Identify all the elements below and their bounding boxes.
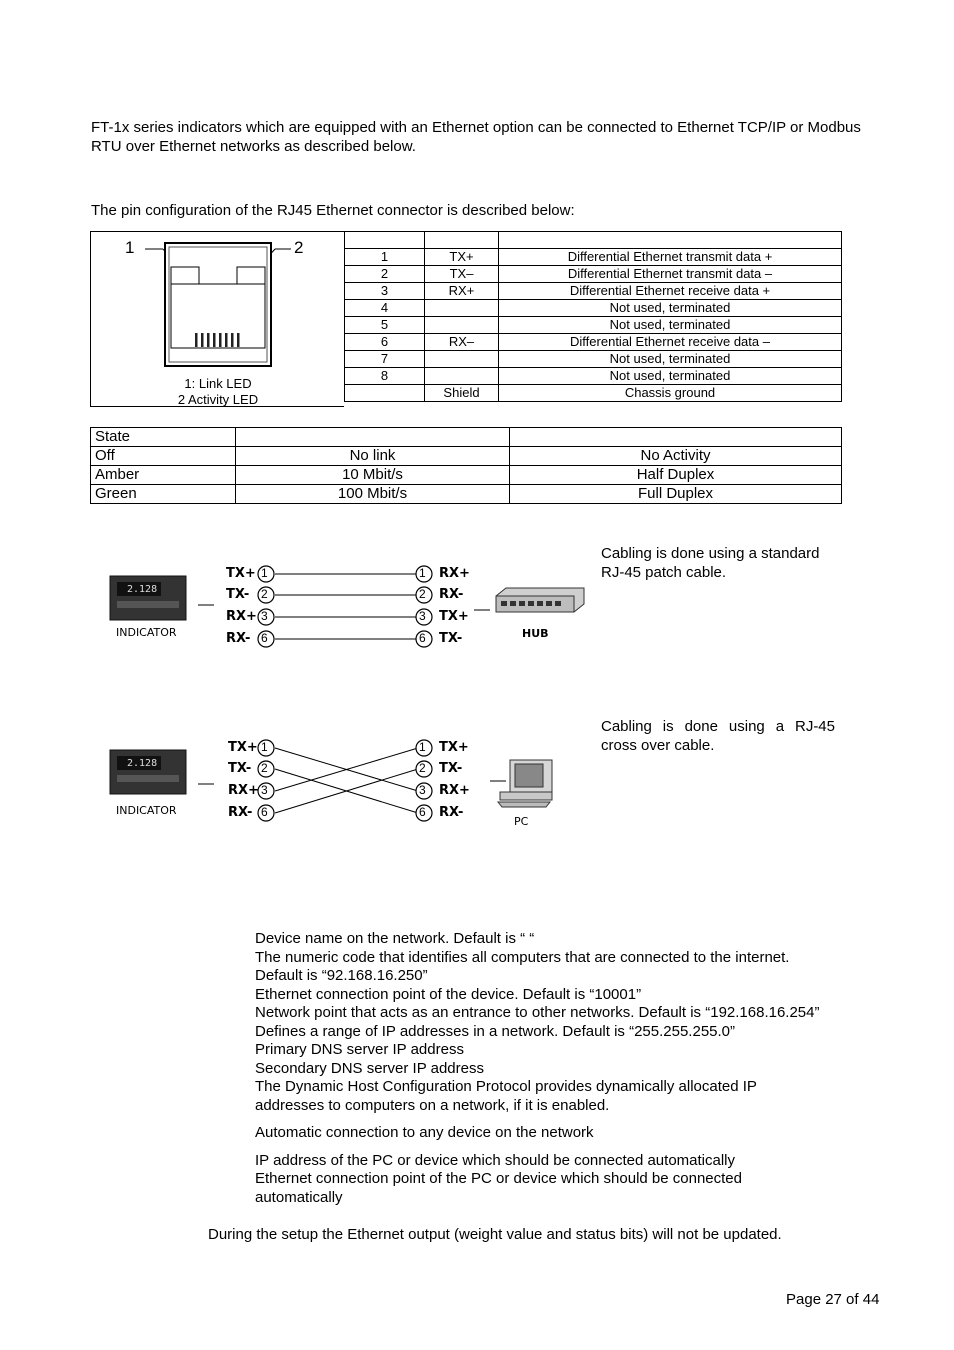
text-pins-6-desc: Not used, terminated [499, 351, 842, 368]
indicator-display-value: 2.128 [127, 584, 158, 595]
table-row [345, 300, 842, 317]
text-pins-3-pin: 4 [345, 300, 425, 317]
text-states-rows-0-state: Off [91, 447, 236, 466]
text-pins-7-desc: Not used, terminated [499, 368, 842, 385]
table-row [91, 466, 842, 485]
text-pins-0-signal: TX+ [425, 249, 499, 266]
text-hub_diagram-left-0-sig: TX+ [226, 566, 256, 581]
text-pc_diagram-left-2-sig: RX+ [228, 783, 259, 798]
pin-table-header [345, 232, 842, 249]
pc-wiring-diagram [100, 729, 590, 829]
text-hub_diagram-right-0-n: 1 [419, 566, 426, 580]
table-row [91, 447, 842, 466]
rj45-connector-icon [91, 232, 345, 382]
pin-intro-text: The pin configuration of the RJ45 Ethernet connector is described below: [91, 202, 575, 219]
text-hub_diagram-left-2-sig: RX+ [226, 609, 257, 624]
text-pins-8-pin [345, 385, 425, 402]
text-pc_diagram-left-0-n: 1 [261, 740, 268, 754]
text-pins-0-pin: 1 [345, 249, 425, 266]
connector-box [90, 231, 344, 407]
text-states-rows-2-state: Green [91, 485, 236, 504]
text-hub_diagram-right-0-sig: RX+ [439, 566, 470, 581]
parameter-descriptions [255, 930, 865, 1207]
text-hub_diagram-right-2-sig: TX+ [439, 609, 469, 624]
param-remote-ip: IP address of the PC or device which should be connected automatically [255, 1151, 735, 1169]
text-pins-4-signal [425, 317, 499, 334]
text-pins-7-signal [425, 368, 499, 385]
text-pins-3-signal [425, 300, 499, 317]
text-pc_diagram-left-0-sig: TX+ [228, 740, 258, 755]
text-hub_diagram-left-0-n: 1 [261, 566, 268, 580]
text-states-rows-1-link: 10 Mbit/s [236, 466, 510, 485]
pin-intro [91, 201, 791, 220]
text-pins-4-pin: 5 [345, 317, 425, 334]
text-pc_diagram-right-3-n: 6 [419, 805, 426, 819]
page-number [786, 1290, 879, 1309]
text-hub_diagram-left-3-sig: RX- [226, 631, 251, 646]
table-row [345, 266, 842, 283]
text-pins-8-desc: Chassis ground [499, 385, 842, 402]
hub-note-text: Cabling is done using a standard RJ-45 patch cable. [601, 545, 820, 581]
table-row [91, 485, 842, 504]
text-states-rows-1-state: Amber [91, 466, 236, 485]
param-port: Ethernet connection point of the device. Default is “10001” [255, 985, 642, 1003]
pc-label: PC [514, 815, 529, 828]
text-pc_diagram-right-0-n: 1 [419, 740, 426, 754]
text-pc_diagram-right-2-sig: RX+ [439, 783, 470, 798]
text-pc_diagram-right-3-sig: RX- [439, 805, 464, 820]
text-hub_diagram-right-3-sig: TX- [439, 631, 463, 646]
state-table-header [91, 428, 842, 447]
text-pins-7-pin: 8 [345, 368, 425, 385]
intro-text: FT-1x series indicators which are equipped with an Ethernet option can be connected to Ethernet TCP/IP or Modbus RTU over Ethernet networks as described below. [91, 119, 861, 155]
text-pins-2-desc: Differential Ethernet receive data + [499, 283, 842, 300]
table-row [345, 385, 842, 402]
text-hub_diagram-left-1-sig: TX- [226, 587, 250, 602]
text-pc_diagram-right-1-n: 2 [419, 761, 426, 775]
table-row [345, 368, 842, 385]
param-remote-port: Ethernet connection point of the PC or device which should be connected automatically [255, 1170, 742, 1206]
table-row [345, 317, 842, 334]
text-states-rows-0-activity: No Activity [510, 447, 842, 466]
text-pc_diagram-left-1-n: 2 [261, 761, 268, 775]
table-row [345, 334, 842, 351]
indicator-label: INDICATOR [116, 804, 177, 817]
text-pins-6-pin: 7 [345, 351, 425, 368]
text-pc_diagram-right-0-sig: TX+ [439, 740, 469, 755]
text-states-rows-2-link: 100 Mbit/s [236, 485, 510, 504]
text-pc_diagram-left-2-n: 3 [261, 783, 268, 797]
text-pins-0-desc: Differential Ethernet transmit data + [499, 249, 842, 266]
text-pins-2-signal: RX+ [425, 283, 499, 300]
param-subnet-mask: Defines a range of IP addresses in a network. Default is “255.255.255.0” [255, 1022, 736, 1040]
text-states-rows-1-activity: Half Duplex [510, 466, 842, 485]
text-states-rows-0-link: No link [236, 447, 510, 466]
setup-note [208, 1225, 888, 1244]
param-primary-dns: Primary DNS server IP address [255, 1041, 464, 1058]
hub-label: HUB [522, 627, 549, 640]
activity-led-caption: 2 Activity LED [177, 392, 259, 407]
text-pc_diagram-right-1-sig: TX- [439, 761, 463, 776]
text-pins-1-signal: TX– [425, 266, 499, 283]
param-ip-address: The numeric code that identifies all computers that are connected to the internet. Default is “92.168.16.250” [255, 948, 790, 984]
indicator-display-value: 2.128 [127, 758, 158, 769]
setup-note-text: During the setup the Ethernet output (weight value and status bits) will not be updated. [208, 1226, 782, 1243]
text-pc_diagram-left-1-sig: TX- [228, 761, 252, 776]
text-pc_diagram-right-2-n: 3 [419, 783, 426, 797]
led-state-table [90, 427, 842, 504]
text-hub_diagram-right-1-n: 2 [419, 587, 426, 601]
text-hub_diagram-right-1-sig: RX- [439, 587, 464, 602]
text-states-rows-2-activity: Full Duplex [510, 485, 842, 504]
indicator-label: INDICATOR [116, 626, 177, 639]
param-device-name: Device name on the network. Default is “ “ [255, 930, 535, 947]
table-row [345, 283, 842, 300]
param-gateway: Network point that acts as an entrance to other networks. Default is “192.168.16.254” [255, 1004, 820, 1021]
param-auto-connect: Automatic connection to any device on the network [255, 1124, 594, 1141]
pc-note-text: Cabling is done using a RJ-45 cross over cable. [601, 718, 835, 754]
text-pins-3-desc: Not used, terminated [499, 300, 842, 317]
text-hub_diagram-left-3-n: 6 [261, 631, 268, 645]
table-row [345, 249, 842, 266]
text-pins-5-pin: 6 [345, 334, 425, 351]
text-pins-4-desc: Not used, terminated [499, 317, 842, 334]
param-secondary-dns: Secondary DNS server IP address [255, 1059, 484, 1077]
intro-paragraph [91, 118, 871, 156]
text-hub_diagram-right-2-n: 3 [419, 609, 426, 623]
table-row [345, 351, 842, 368]
text-pc_diagram-left-3-n: 6 [261, 805, 268, 819]
text-states-header: State [91, 428, 236, 447]
text-pins-5-desc: Differential Ethernet receive data – [499, 334, 842, 351]
pc-note [601, 717, 835, 755]
text-pins-1-desc: Differential Ethernet transmit data – [499, 266, 842, 283]
text-pins-8-signal: Shield [425, 385, 499, 402]
text-pins-5-signal: RX– [425, 334, 499, 351]
page-number-text: Page 27 of 44 [786, 1291, 880, 1308]
link-led-caption: 1: Link LED [184, 376, 252, 391]
param-dhcp: The Dynamic Host Configuration Protocol provides dynamically allocated IP addresses to computers on a network, if it is enabled. [255, 1078, 757, 1114]
text-hub_diagram-left-1-n: 2 [261, 587, 268, 601]
connector-number-2: 2 [294, 238, 304, 257]
text-hub_diagram-left-2-n: 3 [261, 609, 268, 623]
connector-number-1: 1 [125, 238, 135, 257]
text-pins-6-signal [425, 351, 499, 368]
hub-wiring-diagram [100, 555, 590, 655]
text-pins-2-pin: 3 [345, 283, 425, 300]
text-hub_diagram-right-3-n: 6 [419, 631, 426, 645]
text-pc_diagram-left-3-sig: RX- [228, 805, 253, 820]
hub-diagram-graphics [100, 555, 590, 655]
hub-note [601, 544, 841, 582]
pin-table [344, 231, 842, 402]
text-pins-1-pin: 2 [345, 266, 425, 283]
